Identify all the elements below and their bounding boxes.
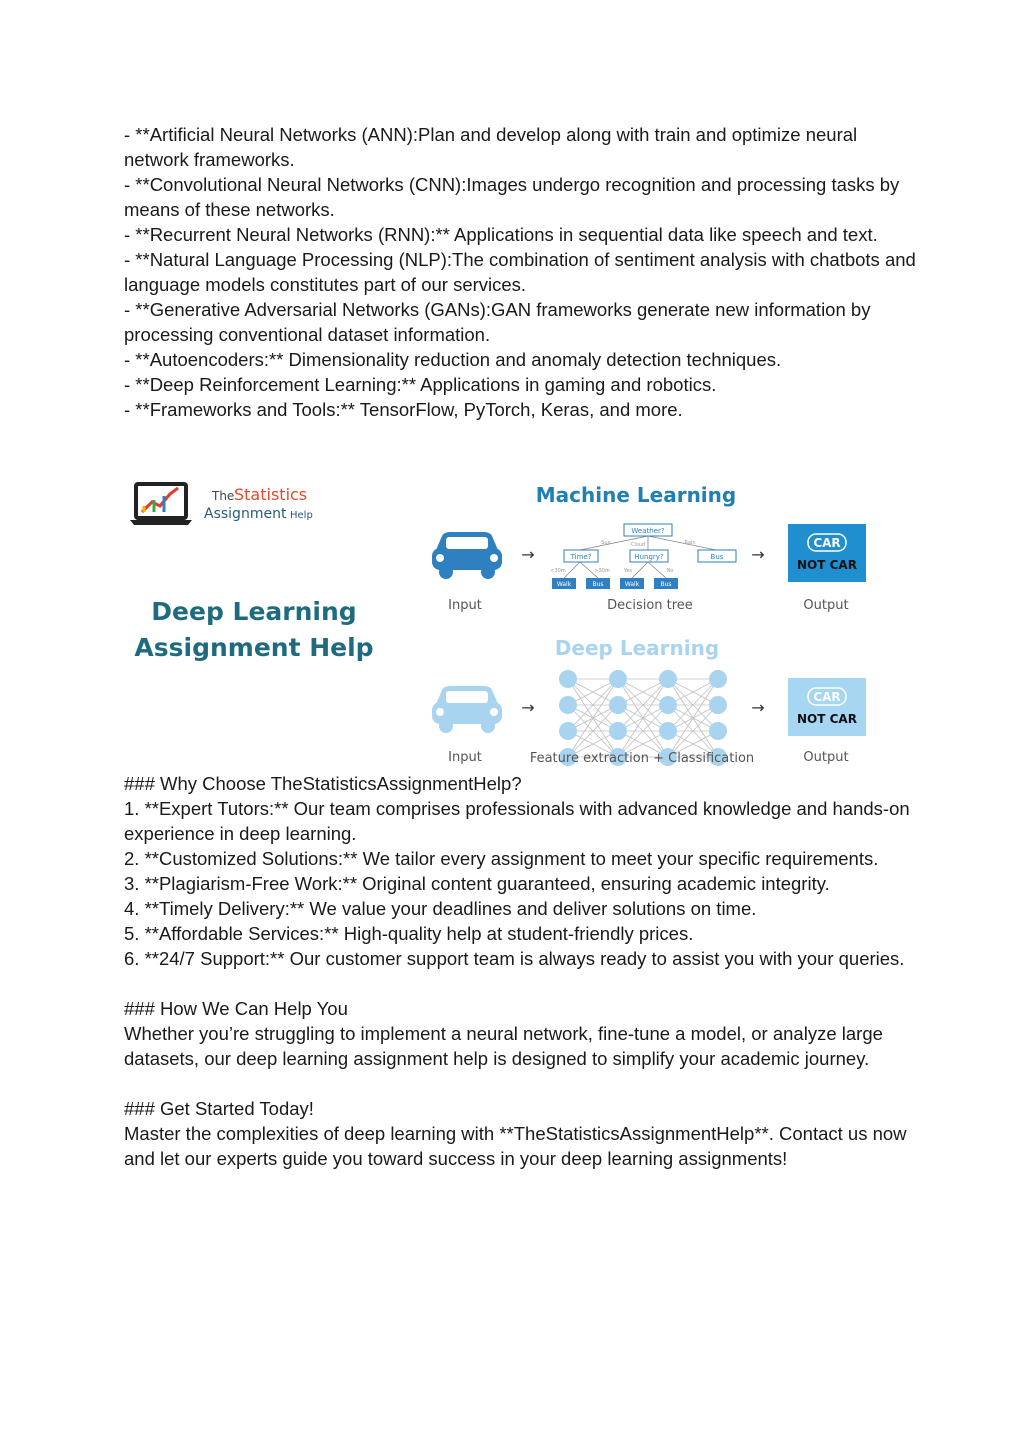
output-box-dl [788,678,866,736]
how-heading: ### How We Can Help You [124,998,348,1019]
tree-leaf-2: Bus [592,581,604,588]
why-item-expert-tutors: 1. **Expert Tutors:** Our team comprises professionals with advanced knowledge and hands-on experience in deep learning. [124,798,910,844]
list-item-nlp: - **Natural Language Processing (NLP):The combination of sentiment analysis with chatbots and language models constitutes part of our services. [124,249,916,295]
list-item-ann: - **Artificial Neural Networks (ANN):Plan and develop along with train and optimize neural network frameworks. [124,124,858,170]
nn-node [609,670,627,688]
logo-statistics: Statistics [234,485,308,504]
decision-tree-diagram [550,524,736,589]
list-item-rnn: - **Recurrent Neural Networks (RNN):** Applications in sequential data like speech and text. [124,224,878,245]
dl-not-car-text: NOT CAR [797,712,857,726]
list-item-drl: - **Deep Reinforcement Learning:** Applications in gaming and robotics. [124,374,717,395]
arrow-icon: → [751,545,765,564]
ml-input-label: Input [448,598,482,613]
start-heading: ### Get Started Today! [124,1098,314,1119]
ml-output-label: Output [803,598,849,613]
tree-leaf-3: Walk [624,581,640,588]
list-item-gans: - **Generative Adversarial Networks (GANs):GAN frameworks generate new information by processing conventional dataset information. [124,299,871,345]
why-item-affordable: 5. **Affordable Services:** High-quality help at student-friendly prices. [124,923,694,944]
tree-no: No [666,568,674,574]
arrow-icon: → [521,698,535,717]
why-item-timely-delivery: 4. **Timely Delivery:** We value your deadlines and deliver solutions on time. [124,898,757,919]
nn-node [709,696,727,714]
list-item-autoencoders: - **Autoencoders:** Dimensionality reduction and anomaly detection techniques. [124,349,782,370]
tree-branch-cloud: Cloud [630,542,646,548]
how-body: Whether you’re struggling to implement a neural network, fine-tune a model, or analyze large datasets, our deep learning assignment help is designed to simplify your academic journey. [124,1023,883,1069]
logo-the: The [212,489,235,503]
main-content [124,771,924,1171]
feature-extraction-label: Feature extraction + Classification [529,751,755,766]
deep-learning-infographic [124,462,884,772]
tree-root: Weather? [631,527,665,535]
nn-node [709,670,727,688]
tree-branch-sun: Sun [601,540,611,546]
tree-time: Time? [570,553,592,561]
nn-node [559,670,577,688]
list-item-frameworks: - **Frameworks and Tools:** TensorFlow, PyTorch, Keras, and more. [124,399,683,420]
logo-assignment: Assignment [204,506,287,522]
decision-tree-label: Decision tree [607,598,693,613]
company-logo [130,484,313,525]
dl-title: Deep Learning [554,636,720,660]
tree-t1: <30m [550,568,566,574]
dl-output-label: Output [803,750,849,765]
nn-node [709,722,727,740]
arrow-icon: → [751,698,765,717]
logo-help: Help [290,510,313,521]
why-item-support: 6. **24/7 Support:** Our customer support team is always ready to assist you with your queries. [124,948,905,969]
tree-branch-rain: Rain [684,540,696,546]
headline-line-1: Deep Learning [151,597,357,626]
nn-node [659,696,677,714]
nn-node [659,670,677,688]
tree-leaf-4: Bus [660,581,672,588]
output-box-ml [788,524,866,582]
list-item-cnn: - **Convolutional Neural Networks (CNN):Images undergo recognition and processing tasks by means of these networks. [124,174,900,220]
tree-yes: Yes [623,568,633,574]
car-icon-dl [432,686,502,733]
nn-node [559,696,577,714]
tree-leaf-1: Walk [556,581,572,588]
why-item-customized-solutions: 2. **Customized Solutions:** We tailor every assignment to meet your specific requirements. [124,848,879,869]
why-heading: ### Why Choose TheStatisticsAssignmentHelp? [124,773,522,794]
laptop-chart-icon [130,484,192,525]
services-list [124,122,924,422]
nn-node [609,696,627,714]
car-icon-ml [432,532,502,579]
start-body: Master the complexities of deep learning with **TheStatisticsAssignmentHelp**. Contact us now and let our experts guide you toward success in your deep learning assignments! [124,1123,907,1169]
ml-car-text: CAR [813,536,841,550]
dl-car-text: CAR [813,690,841,704]
tree-bus: Bus [710,553,724,561]
arrow-icon: → [521,545,535,564]
tree-t2: >30m [594,568,610,574]
ml-title: Machine Learning [535,483,737,507]
tree-hungry: Hungry? [634,553,664,561]
headline-line-2: Assignment Help [134,633,374,662]
ml-not-car-text: NOT CAR [797,558,857,572]
nn-node [609,722,627,740]
nn-node [659,722,677,740]
nn-node [559,722,577,740]
dl-input-label: Input [448,750,482,765]
why-item-plagiarism-free: 3. **Plagiarism-Free Work:** Original content guaranteed, ensuring academic integrity. [124,873,830,894]
